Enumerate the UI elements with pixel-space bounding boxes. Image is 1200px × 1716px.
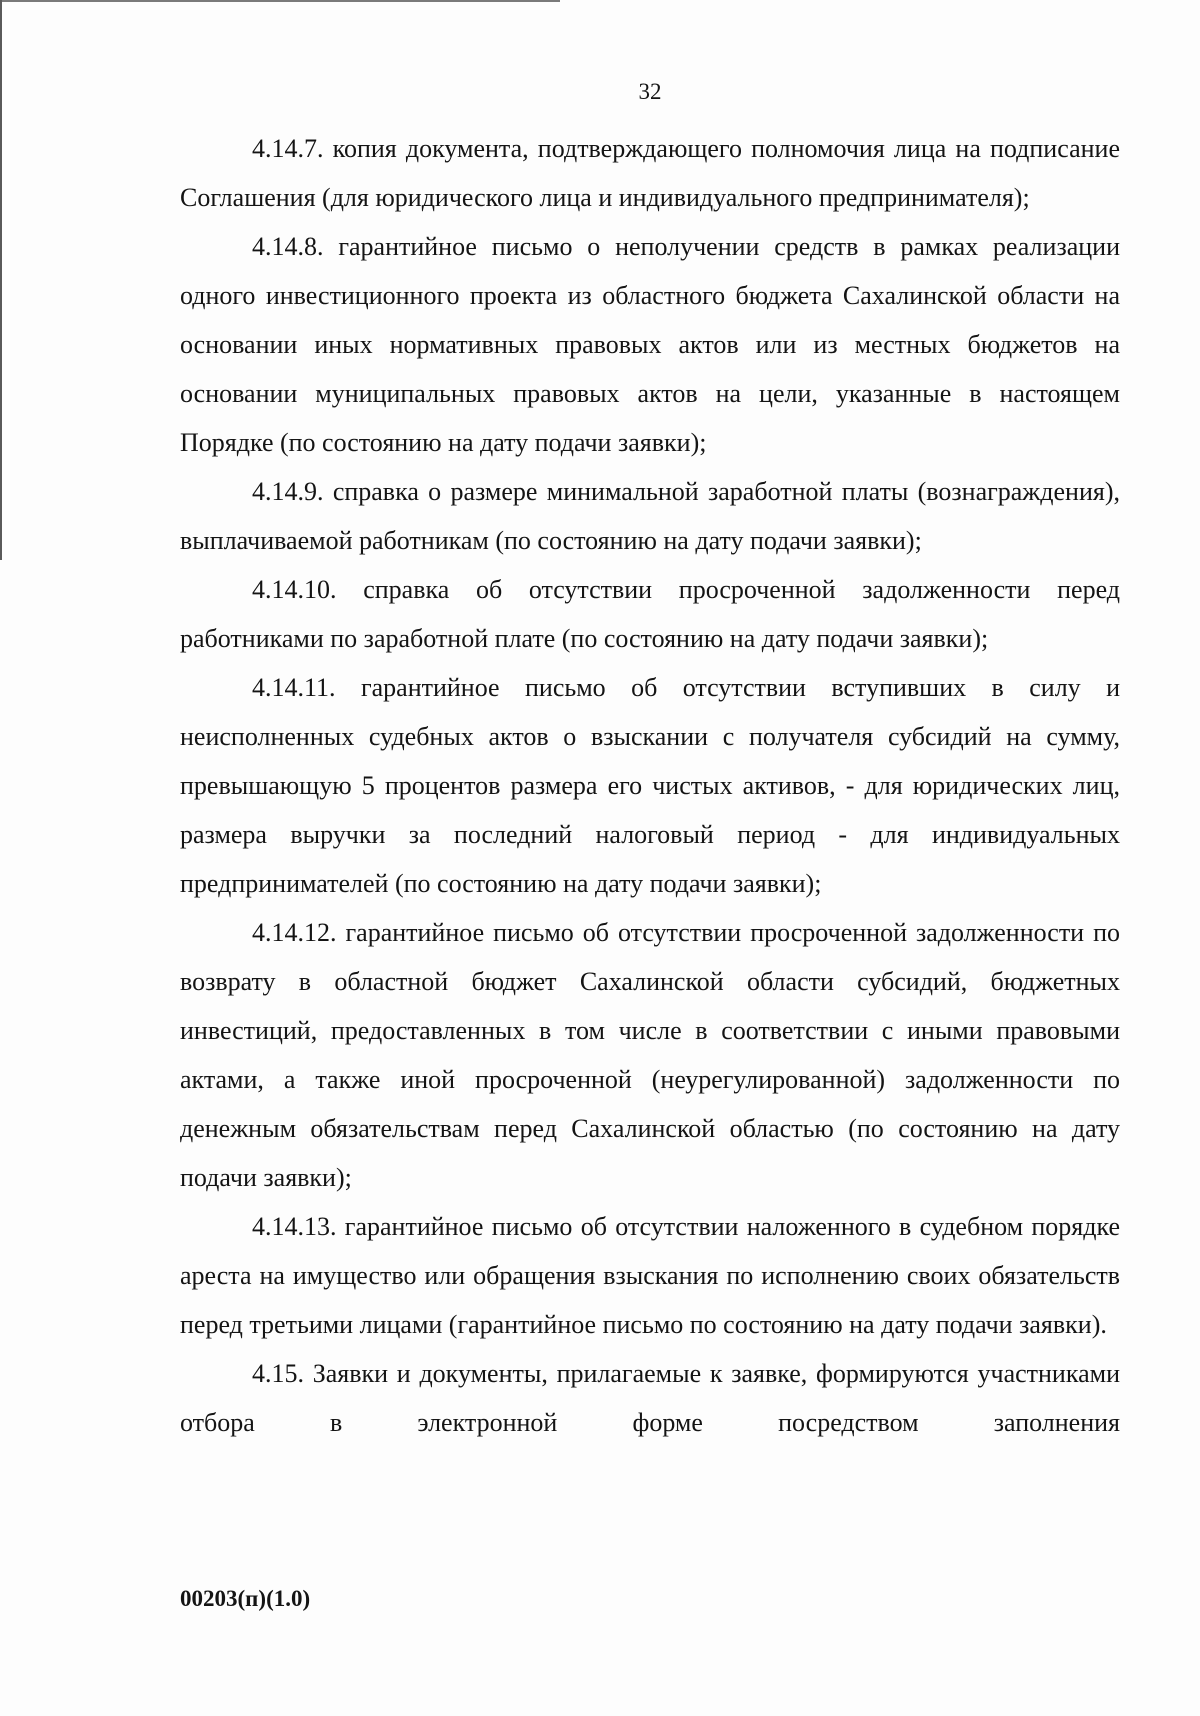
paragraph-4-14-9: 4.14.9. справка о размере минимальной заработной платы (вознаграждения), выплачиваемой работникам (по состоянию на дату подачи заявки);: [180, 477, 1120, 555]
page-number: 32: [638, 79, 662, 104]
paragraph-4-14-12: 4.14.12. гарантийное письмо об отсутствии просроченной задолженности по возврату в областной бюджет Сахалинской области субсидий, бюджетных инвестиций, предоставленных в том числе в соответствии с иными правовыми актами, а также иной просроченной (неурегулированной) задолженности по денежным обязательствам перед Сахалинской областью (по состоянию на дату подачи заявки);: [180, 918, 1120, 1192]
paragraph-4-15: 4.15. Заявки и документы, прилагаемые к заявке, формируются участниками отбора в электронной форме посредством заполнения: [180, 1359, 1120, 1437]
document-code: 00203(п)(1.0): [180, 1586, 311, 1611]
paragraph-4-14-13: 4.14.13. гарантийное письмо об отсутствии наложенного в судебном порядке ареста на имущество или обращения взыскания по исполнению своих обязательств перед третьими лицами (гарантийное письмо по состоянию на дату подачи заявки).: [180, 1212, 1120, 1339]
paragraph-4-14-11: 4.14.11. гарантийное письмо об отсутствии вступивших в силу и неисполненных судебных актов о взыскании с получателя субсидий на сумму, превышающую 5 процентов размера его чистых активов, - для юридических лиц, размера выручки за последний налоговый период - для индивидуальных предпринимателей (по состоянию на дату подачи заявки);: [180, 673, 1120, 898]
paragraph-4-14-8: 4.14.8. гарантийное письмо о неполучении средств в рамках реализации одного инвестиционного проекта из областного бюджета Сахалинской области на основании иных нормативных правовых актов или из местных бюджетов на основании муниципальных правовых актов на цели, указанные в настоящем Порядке (по состоянию на дату подачи заявки);: [180, 232, 1120, 457]
paragraph-4-14-10: 4.14.10. справка об отсутствии просроченной задолженности перед работниками по заработной плате (по состоянию на дату подачи заявки);: [180, 575, 1120, 653]
paragraph-4-14-7: 4.14.7. копия документа, подтверждающего полномочия лица на подписание Соглашения (для юридического лица и индивидуального предпринимателя);: [180, 134, 1120, 212]
document-body: [180, 124, 1120, 1447]
scan-border-top: [0, 0, 560, 2]
